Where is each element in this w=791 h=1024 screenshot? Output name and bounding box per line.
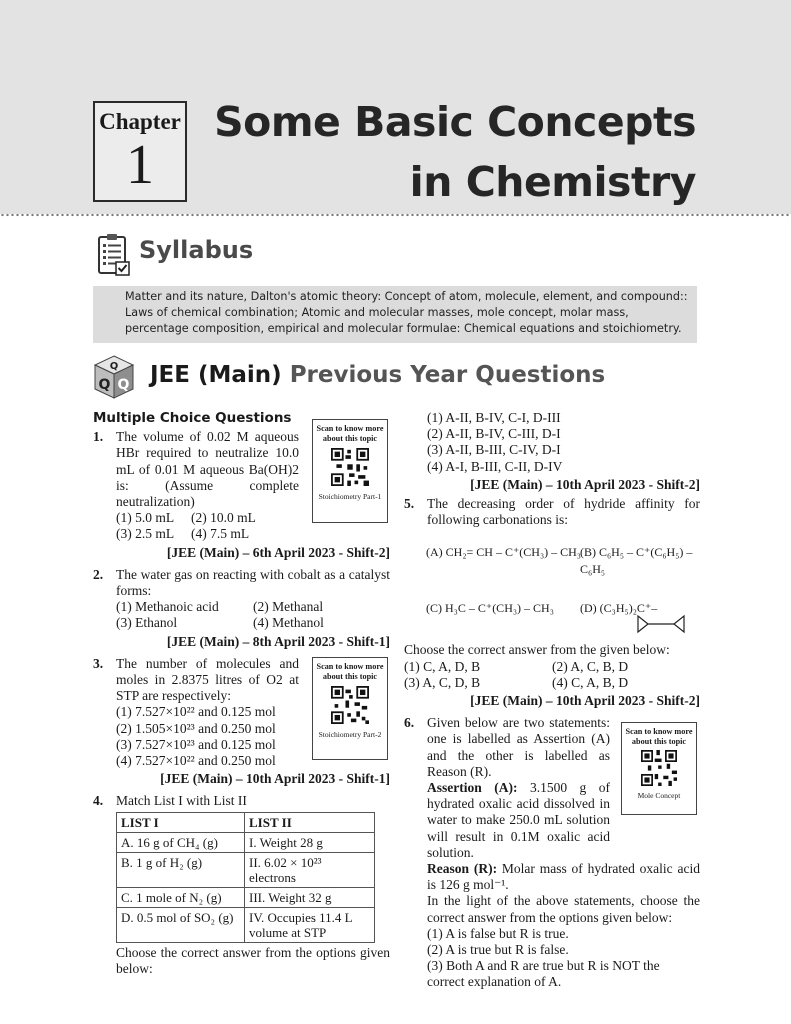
question-number: 5. <box>404 496 415 512</box>
option[interactable]: (4) C, A, B, D <box>552 674 629 690</box>
chapter-label: Chapter <box>99 109 181 134</box>
jee-heading-grey: Previous Year Questions <box>289 362 606 388</box>
option[interactable]: (3) 7.527×10²³ and 0.125 mol <box>116 736 276 752</box>
table-row <box>117 887 375 907</box>
question-number: 4. <box>93 793 104 809</box>
chapter-box <box>93 101 187 202</box>
table-cell: A. 16 g of CH₄ (g) <box>117 832 245 852</box>
table-cell: II. 6.02 × 10²³ electrons <box>245 852 375 887</box>
option[interactable]: (3) 2.5 mL <box>116 526 175 542</box>
question-number: 2. <box>93 566 104 582</box>
table-cell: B. 1 g of H₂ (g) <box>117 852 245 887</box>
question-3 <box>93 656 390 769</box>
question-text: The number of molecules and moles in 2.8375 litres of O2 at STP are respectively: <box>116 655 299 704</box>
question-instruction: In the light of the above statements, choose the correct answer from the options given below: <box>427 893 700 925</box>
question-source: [JEE (Main) – 8th April 2023 - Shift-1] <box>166 633 390 649</box>
cyclopropyl-icon <box>636 614 686 634</box>
option[interactable]: (2) A is true but R is false. <box>427 942 569 958</box>
question-source: [JEE (Main) – 10th April 2023 - Shift-2] <box>470 476 700 492</box>
chapter-title-line1: Some Basic Concepts <box>214 98 696 146</box>
question-6 <box>404 715 700 990</box>
option[interactable]: (3) A, C, D, B <box>404 674 481 690</box>
question-4-options <box>404 410 700 475</box>
question-instruction: Choose the correct answer from the given below: <box>404 642 670 658</box>
question-source: [JEE (Main) – 10th April 2023 - Shift-1] <box>160 771 390 787</box>
option[interactable]: (1) A is false but R is true. <box>427 925 569 941</box>
table-cell: III. Weight 32 g <box>245 887 375 907</box>
table-cell: D. 0.5 mol of SO₂ (g) <box>117 907 245 942</box>
option[interactable]: (3) Both A and R are true but R is NOT the correct explanation of A. <box>427 958 660 990</box>
option[interactable]: (4) Methanol <box>253 615 324 631</box>
qr-scan-text: Scan to know more about this topic <box>316 424 384 443</box>
assertion <box>427 780 610 861</box>
question-source: [JEE (Main) – 10th April 2023 - Shift-2] <box>470 693 700 709</box>
question-source: [JEE (Main) – 6th April 2023 - Shift-2] <box>166 544 390 560</box>
table-row <box>117 907 375 942</box>
option[interactable]: (3) A-II, B-III, C-IV, D-I <box>427 442 561 458</box>
table-header: LIST II <box>245 812 375 832</box>
option[interactable]: (1) C, A, D, B <box>404 658 481 674</box>
option[interactable]: (1) Methanoic acid <box>116 599 219 615</box>
structure-b: (B) C₆H₅ – C⁺(C₆H₅) – C₆H₅ <box>580 545 693 576</box>
structure-a: (A) CH₂= CH – C⁺(CH₃) – CH₃ <box>426 545 581 560</box>
qr-caption: Stoichiometry Part-2 <box>318 730 382 739</box>
reason <box>427 861 700 893</box>
question-text: Match List I with List II <box>116 793 247 809</box>
question-4 <box>93 793 390 977</box>
option[interactable]: (2) Methanal <box>253 599 324 615</box>
svg-text:Q: Q <box>109 361 119 372</box>
q-cube-icon <box>92 354 136 400</box>
jee-heading <box>150 362 605 388</box>
syllabus-box <box>93 286 697 343</box>
table-header: LIST I <box>117 812 245 832</box>
question-text: The decreasing order of hydride affinity for following carbonations is: <box>427 496 700 528</box>
table-row <box>117 852 375 887</box>
option[interactable]: (4) 7.527×10²² and 0.250 mol <box>116 753 276 769</box>
option[interactable]: (3) Ethanol <box>116 615 178 631</box>
table-cell: IV. Occupies 11.4 L volume at STP <box>245 907 375 942</box>
assertion-label: Assertion (A): <box>427 780 518 796</box>
question-1 <box>93 429 390 542</box>
question-number: 6. <box>404 715 415 731</box>
dotted-divider <box>0 213 791 217</box>
question-number: 3. <box>93 655 104 671</box>
table-cell: I. Weight 28 g <box>245 832 375 852</box>
question-text: The water gas on reacting with cobalt as a catalyst forms: <box>116 566 390 599</box>
syllabus-heading: Syllabus <box>139 236 254 264</box>
structure-d: (D) (C₃H₅)₂C⁺– <box>580 601 658 616</box>
chapter-title-line2: in Chemistry <box>409 158 696 206</box>
qr-scan-text: Scan to know more about this topic <box>316 662 384 681</box>
question-5 <box>404 496 700 528</box>
mcq-heading: Multiple Choice Questions <box>93 410 292 426</box>
assertion-text: 3.1500 g of hydrated oxalic acid dissolved in water to make 250.0 mL solution will result in 0.1M oxalic acid solution. <box>427 780 611 860</box>
question-2 <box>93 567 390 632</box>
chapter-number: 1 <box>126 134 154 196</box>
carbocation-structures <box>404 532 700 636</box>
syllabus-text: Matter and its nature, Dalton's atomic theory: Concept of atom, molecule, element, and compound:: Laws of chemical combination; Atomic and molecular masses, mole concept, molar mass, percentage composition, empirical and molecular formulae: Chemical equations and stoichiometry. <box>125 290 688 335</box>
option[interactable]: (2) 1.505×10²³ and 0.250 mol <box>116 720 276 736</box>
option[interactable]: (2) A, C, B, D <box>552 658 629 674</box>
svg-text:Q: Q <box>117 377 130 393</box>
right-column <box>404 410 700 991</box>
match-table <box>116 812 375 943</box>
option[interactable]: (1) A-II, B-IV, C-I, D-III <box>427 410 561 425</box>
table-row <box>117 832 375 852</box>
left-column <box>93 410 390 977</box>
jee-heading-bold: JEE (Main) <box>150 362 282 388</box>
option[interactable]: (1) 7.527×10²² and 0.125 mol <box>116 704 276 720</box>
qr-caption: Stoichiometry Part-1 <box>318 492 382 501</box>
svg-text:Q: Q <box>98 377 111 393</box>
qr-scan-text: Scan to know more about this topic <box>625 727 693 746</box>
option[interactable]: (4) A-I, B-III, C-II, D-IV <box>427 458 563 474</box>
option[interactable]: (2) A-II, B-IV, C-III, D-I <box>427 426 561 442</box>
option[interactable]: (1) 5.0 mL <box>116 510 175 526</box>
qr-caption: Mole Concept <box>637 791 681 800</box>
table-cell: C. 1 mole of N₂ (g) <box>117 887 245 907</box>
table-header-row <box>117 812 375 832</box>
option[interactable]: (4) 7.5 mL <box>191 526 250 542</box>
question-number: 1. <box>93 429 104 445</box>
reason-text: Molar mass of hydrated oxalic acid is 126 g mol⁻¹. <box>427 861 700 893</box>
reason-label: Reason (R): <box>427 861 498 877</box>
question-instruction: Choose the correct answer from the options given below: <box>116 944 390 976</box>
question-text: Given below are two statements: one is labelled as Assertion (A) and the other is labelled as Reason (R). <box>427 715 610 779</box>
question-text: The volume of 0.02 M aqueous HBr required to neutralize 10.0 mL of 0.01 M aqueous Ba(OH)2 is: (Assume complete neutralization) <box>116 429 299 510</box>
option[interactable]: (2) 10.0 mL <box>191 510 256 526</box>
clipboard-checklist-icon <box>96 232 130 276</box>
structure-c: (C) H₃C – C⁺(CH₃) – CH₃ <box>426 601 554 616</box>
